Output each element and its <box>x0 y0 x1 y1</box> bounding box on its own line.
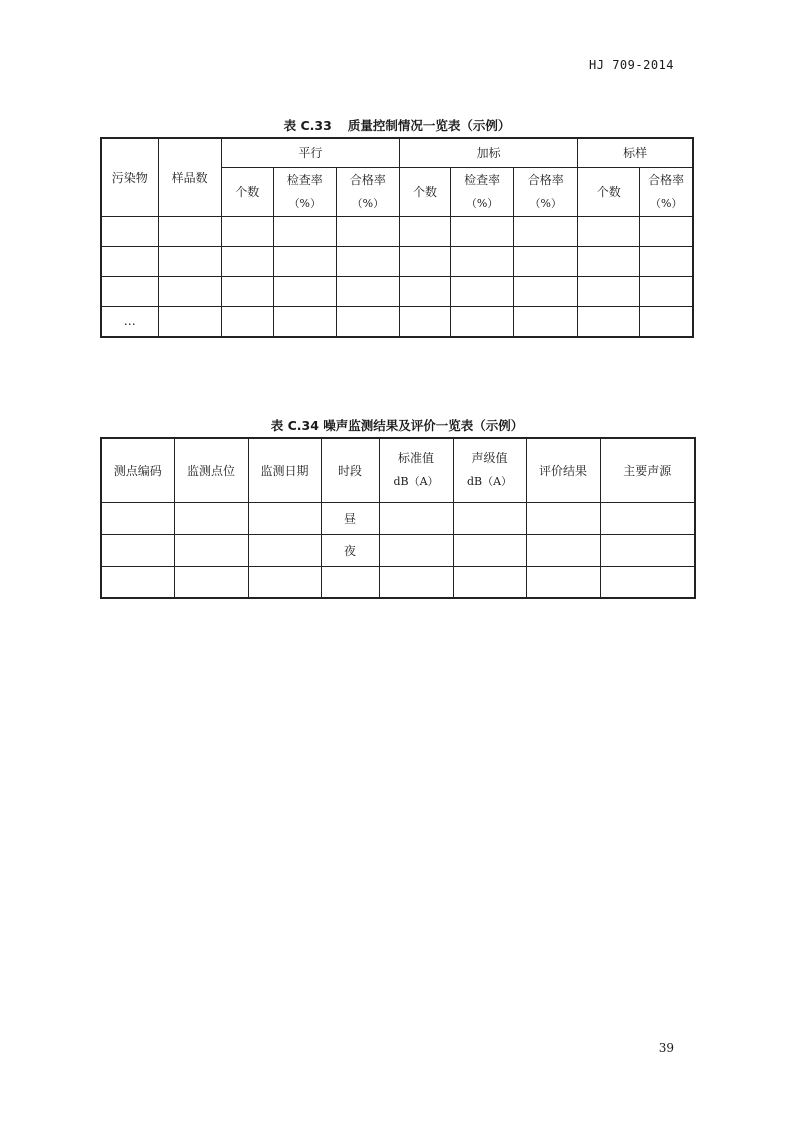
header-level-value: 声级值 dB（A） <box>453 438 526 502</box>
table-c34 <box>100 437 696 599</box>
group-parallel: 平行 <box>221 138 399 167</box>
table-row <box>101 216 693 246</box>
table-c34-caption <box>0 416 794 434</box>
table-row <box>101 246 693 276</box>
table-row <box>101 276 693 306</box>
table-c34-title: 噪声监测结果及评价一览表（示例） <box>323 418 524 433</box>
header-main-source: 主要声源 <box>600 438 695 502</box>
ellipsis: … <box>101 306 158 337</box>
document-code: HJ 709-2014 <box>589 58 674 72</box>
table-c33-number: 表 C.33 <box>283 118 332 133</box>
header-standard-value: 标准值 dB（A） <box>379 438 453 502</box>
group-standard: 标样 <box>578 138 693 167</box>
header-spike-pass-rate: 合格率 （%） <box>514 167 578 216</box>
header-parallel-check-rate: 检查率 （%） <box>273 167 336 216</box>
header-parallel-count: 个数 <box>221 167 273 216</box>
header-spike-count: 个数 <box>399 167 450 216</box>
header-date: 监测日期 <box>248 438 321 502</box>
header-pollutant: 污染物 <box>101 138 158 216</box>
table-row <box>101 534 695 566</box>
page-number: 39 <box>658 1041 674 1055</box>
header-sample-count: 样品数 <box>158 138 221 216</box>
header-point-code: 测点编码 <box>101 438 174 502</box>
period-night: 夜 <box>321 534 379 566</box>
header-period: 时段 <box>321 438 379 502</box>
header-standard-count: 个数 <box>578 167 640 216</box>
table-c33-caption <box>0 116 794 134</box>
header-parallel-pass-rate: 合格率 （%） <box>336 167 399 216</box>
table-c34-number: 表 C.34 <box>270 418 319 433</box>
table-row <box>101 502 695 534</box>
header-standard-pass-rate: 合格率 （%） <box>640 167 693 216</box>
period-day: 昼 <box>321 502 379 534</box>
header-spike-check-rate: 检查率 （%） <box>451 167 514 216</box>
group-spike: 加标 <box>399 138 577 167</box>
table-row <box>101 306 693 337</box>
table-row <box>101 566 695 598</box>
header-evaluation-result: 评价结果 <box>526 438 600 502</box>
table-c33-title: 质量控制情况一览表（示例） <box>347 118 511 133</box>
header-point-location: 监测点位 <box>174 438 248 502</box>
table-c33 <box>100 137 694 338</box>
